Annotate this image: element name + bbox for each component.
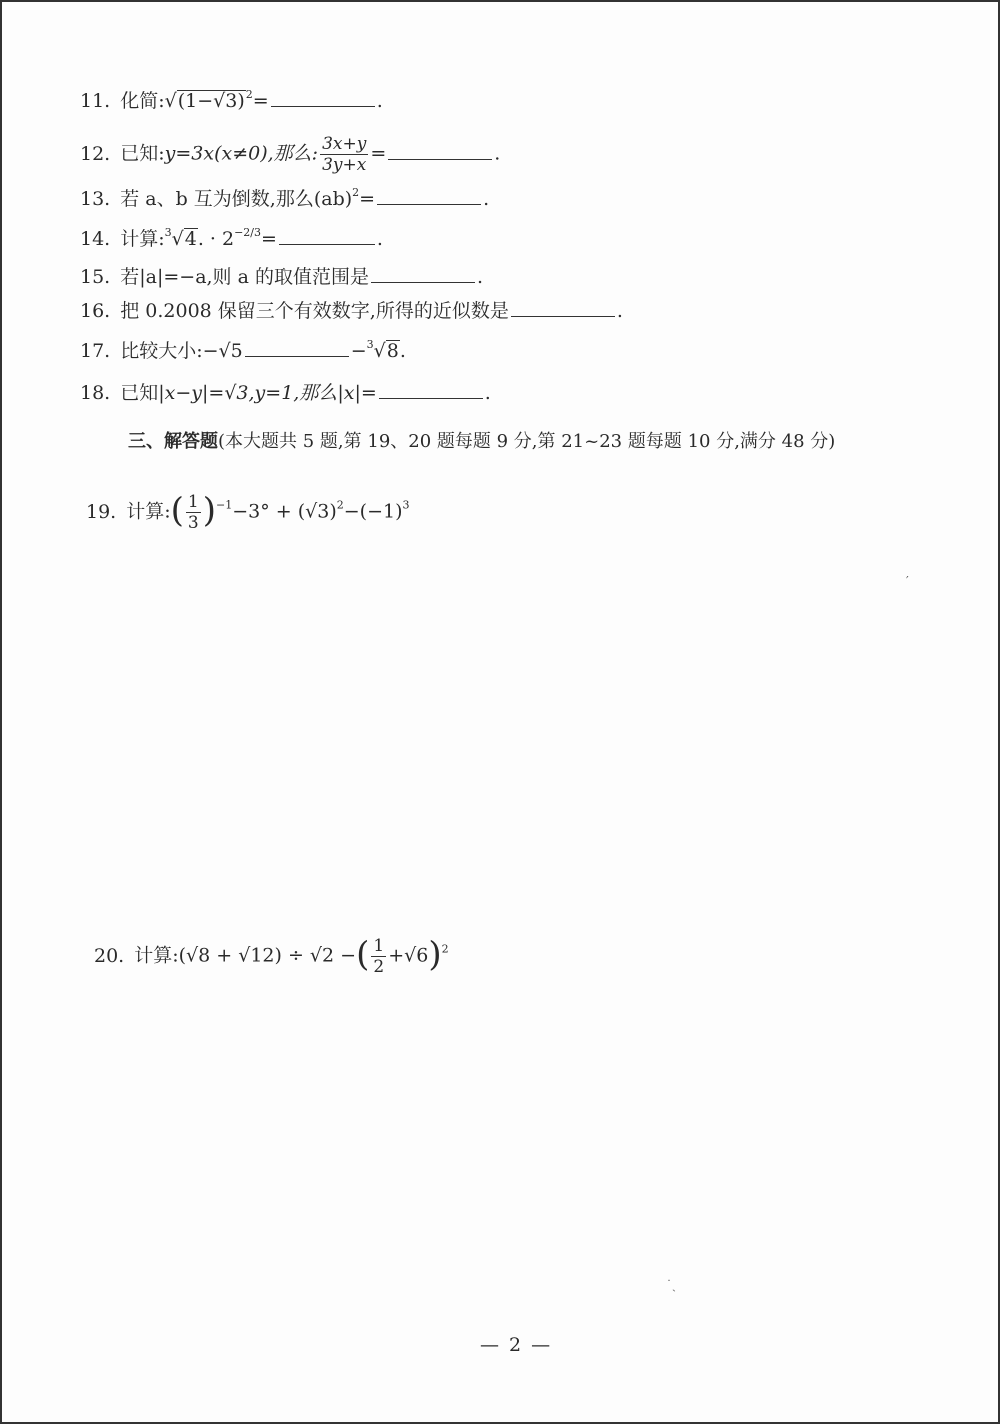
section-header xyxy=(128,428,835,456)
question-number: 12. xyxy=(80,142,111,165)
exponent: 2 xyxy=(441,942,449,956)
equals: = xyxy=(359,188,376,210)
left-paren: ( xyxy=(356,934,370,975)
answer-blank[interactable] xyxy=(377,184,481,205)
fraction xyxy=(320,134,368,175)
question-number: 15. xyxy=(80,266,111,288)
fraction xyxy=(371,936,386,977)
question-20 xyxy=(94,936,449,977)
right-paren: ) xyxy=(202,490,216,531)
period: . xyxy=(476,266,484,288)
period: . xyxy=(484,382,491,404)
question-16 xyxy=(80,296,623,325)
expression: −3° + (√3) xyxy=(232,500,337,523)
question-14: 14. 计算:$^3$√4. · $2^{-2/3}=$ . xyxy=(80,224,383,253)
fraction xyxy=(186,492,201,533)
radicand: 8 xyxy=(386,340,399,362)
question-11: 11. 化简$:√(1-√3)^2=$ . xyxy=(80,86,383,115)
period: . xyxy=(376,90,383,112)
scan-speck: ˙ˏ xyxy=(666,1278,676,1292)
numerator: 1 xyxy=(187,492,199,512)
expression: +√6 xyxy=(388,944,429,967)
equals: = xyxy=(261,228,277,250)
denominator: 2 xyxy=(373,957,385,977)
equals: = xyxy=(252,90,269,112)
radicand: 4 xyxy=(184,228,197,250)
question-text: 若 a、b 互为倒数,那么(ab) xyxy=(120,188,353,210)
right-sign: − xyxy=(350,340,367,362)
question-number: 11. xyxy=(80,90,111,112)
left-paren: ( xyxy=(170,490,184,531)
right-paren: ) xyxy=(428,934,442,975)
question-label: 化简: xyxy=(120,90,165,112)
exponent: 2 xyxy=(352,186,360,199)
question-label: 已知: xyxy=(120,142,165,165)
page-number: — 2 — xyxy=(480,1334,553,1356)
middle-expr: . · 2 xyxy=(197,228,235,250)
question-15 xyxy=(80,262,483,291)
answer-blank[interactable] xyxy=(271,86,375,107)
question-number: 20. xyxy=(94,944,125,967)
answer-blank[interactable] xyxy=(279,224,375,245)
root-index: 3 xyxy=(366,338,374,351)
question-number: 18. xyxy=(80,382,111,404)
answer-blank[interactable] xyxy=(245,336,349,357)
radicand: (1−√3) xyxy=(177,90,245,112)
exponent: 2 xyxy=(245,88,253,101)
question-label: 比较大小: xyxy=(120,340,203,362)
section-title: 三、解答题 xyxy=(128,431,218,452)
numerator: 1 xyxy=(373,936,385,956)
expression: (√8 + √12) ÷ √2 − xyxy=(178,944,357,967)
question-text: 若|a|=−a,则 a 的取值范围是 xyxy=(120,266,369,288)
period: . xyxy=(483,188,490,210)
question-number: 17. xyxy=(80,340,111,362)
period: . xyxy=(494,142,501,165)
period: . xyxy=(376,228,383,250)
question-label: 计算: xyxy=(134,944,179,967)
exponent: −1 xyxy=(215,498,233,512)
question-17: 17. 比较大小:−√5 −$^3$√8. xyxy=(80,336,406,365)
question-number: 16. xyxy=(80,300,111,322)
exponent: 2 xyxy=(336,498,344,512)
question-19 xyxy=(86,492,410,533)
question-label: 计算: xyxy=(120,228,165,250)
question-text: 把 0.2008 保留三个有效数字,所得的近似数是 xyxy=(120,300,509,322)
answer-blank[interactable] xyxy=(371,262,475,283)
answer-blank[interactable] xyxy=(379,378,483,399)
period: . xyxy=(399,340,406,362)
question-label: 计算: xyxy=(126,500,171,523)
exponent: 3 xyxy=(402,498,410,512)
condition: y=3x(x≠0),那么: xyxy=(164,142,319,165)
answer-blank[interactable] xyxy=(511,296,615,317)
denominator: 3y+x xyxy=(322,155,367,175)
root-index: 3 xyxy=(164,226,172,239)
period: . xyxy=(616,300,623,322)
question-number: 13. xyxy=(80,188,111,210)
question-text: |x−y|=√3,y=1,那么|x|= xyxy=(158,382,377,404)
answer-blank[interactable] xyxy=(388,139,492,160)
section-description: (本大题共 5 题,第 19、20 题每题 9 分,第 21~23 题每题 10 分,满分 48 分) xyxy=(218,431,836,452)
question-number: 14. xyxy=(80,228,111,250)
scan-speck: ′ xyxy=(906,574,909,588)
question-13 xyxy=(80,184,489,213)
numerator: 3x+y xyxy=(322,134,367,154)
equals: = xyxy=(370,142,387,165)
question-number: 19. xyxy=(86,500,117,523)
denominator: 3 xyxy=(187,513,199,533)
exponent: −2/3 xyxy=(234,226,261,239)
left-expr: −√5 xyxy=(202,340,243,362)
question-12 xyxy=(80,134,500,175)
question-18 xyxy=(80,378,491,407)
question-label: 已知 xyxy=(120,382,159,404)
expression: −(−1) xyxy=(343,500,403,523)
